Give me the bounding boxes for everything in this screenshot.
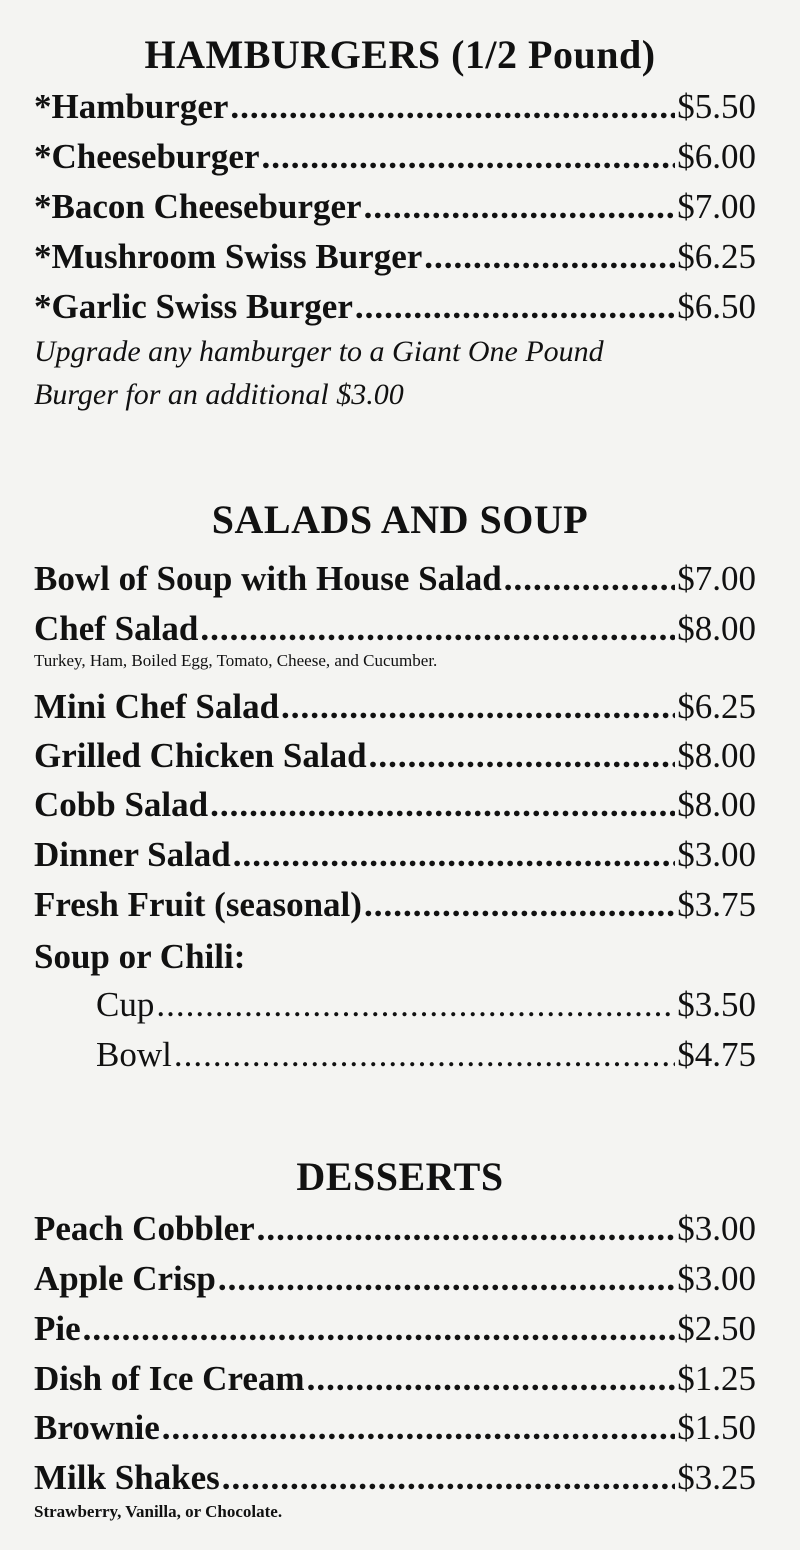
dot-leader (222, 1460, 676, 1495)
item-name: Grilled Chicken Salad (34, 736, 367, 775)
menu-item-hamburger (34, 89, 756, 124)
chef-salad-description: Turkey, Ham, Boiled Egg, Tomato, Cheese, and Cucumber. (34, 651, 438, 670)
soup-chili-label: Soup or Chili: (34, 937, 246, 976)
item-name: Fresh Fruit (seasonal) (34, 885, 362, 924)
menu-item-chef-salad (34, 611, 756, 646)
menu-item-pie (34, 1311, 756, 1346)
menu-item-grilled-chicken-salad (34, 738, 756, 773)
dot-leader (210, 787, 675, 822)
menu-item-cobb-salad (34, 787, 756, 822)
item-name: *Hamburger (34, 87, 229, 126)
item-price: $3.75 (677, 885, 756, 924)
item-name: Brownie (34, 1408, 160, 1447)
item-name: Pie (34, 1309, 81, 1348)
item-name: Mini Chef Salad (34, 687, 280, 726)
upgrade-note-line-1: Upgrade any hamburger to a Giant One Pound (34, 335, 604, 368)
item-name: Milk Shakes (34, 1458, 220, 1497)
item-price: $8.00 (677, 785, 756, 824)
item-name: Dinner Salad (34, 835, 231, 874)
item-price: $3.25 (677, 1458, 756, 1497)
item-price: $1.50 (677, 1408, 756, 1447)
dot-leader (369, 738, 676, 773)
dot-leader (262, 139, 676, 174)
item-name: Bowl of Soup with House Salad (34, 559, 502, 598)
item-price: $1.25 (677, 1359, 756, 1398)
dot-leader (281, 689, 675, 724)
item-name: Chef Salad (34, 609, 199, 648)
dot-leader (200, 611, 675, 646)
menu-item-cup (96, 987, 756, 1022)
dot-leader (257, 1211, 676, 1246)
menu-item-garlic-swiss-burger (34, 289, 756, 324)
item-price: $7.00 (677, 559, 756, 598)
dot-leader (218, 1261, 675, 1296)
item-price: $6.50 (677, 287, 756, 326)
menu-item-dinner-salad (34, 837, 756, 872)
upgrade-note-line-2: Burger for an additional $3.00 (34, 378, 404, 411)
menu-item-fresh-fruit (34, 887, 756, 922)
item-price: $6.25 (677, 237, 756, 276)
item-price: $6.25 (677, 687, 756, 726)
dot-leader (230, 89, 675, 124)
item-price: $3.50 (677, 985, 756, 1024)
dot-leader (83, 1311, 676, 1346)
item-name: *Mushroom Swiss Burger (34, 237, 423, 276)
item-name: *Garlic Swiss Burger (34, 287, 353, 326)
desserts-heading: DESSERTS (296, 1154, 504, 1199)
item-price: $8.00 (677, 736, 756, 775)
item-price: $7.00 (677, 187, 756, 226)
item-name: *Cheeseburger (34, 137, 260, 176)
item-name: Dish of Ice Cream (34, 1359, 305, 1398)
item-price: $6.00 (677, 137, 756, 176)
menu-item-bowl (96, 1037, 756, 1072)
hamburgers-heading: HAMBURGERS (1/2 Pound) (144, 32, 656, 77)
item-price: $4.75 (677, 1035, 756, 1074)
dot-leader (364, 189, 676, 224)
menu-item-peach-cobbler (34, 1211, 756, 1246)
item-price: $8.00 (677, 609, 756, 648)
menu-item-bacon-cheeseburger (34, 189, 756, 224)
item-name: *Bacon Cheeseburger (34, 187, 362, 226)
item-name: Apple Crisp (34, 1259, 216, 1298)
item-price: $3.00 (677, 1259, 756, 1298)
menu-item-mushroom-swiss-burger (34, 239, 756, 274)
dot-leader (174, 1037, 675, 1072)
menu-item-cheeseburger (34, 139, 756, 174)
item-price: $3.00 (677, 835, 756, 874)
item-name: Cobb Salad (34, 785, 209, 824)
dot-leader (233, 837, 675, 872)
dot-leader (156, 987, 675, 1022)
item-name: Peach Cobbler (34, 1209, 255, 1248)
menu-item-soup-house-salad (34, 561, 756, 596)
item-name: Cup (96, 985, 155, 1024)
milk-shakes-description: Strawberry, Vanilla, or Chocolate. (34, 1502, 283, 1521)
dot-leader (355, 289, 675, 324)
item-price: $3.00 (677, 1209, 756, 1248)
menu-item-apple-crisp (34, 1261, 756, 1296)
menu-item-ice-cream (34, 1361, 756, 1396)
dot-leader (504, 561, 675, 596)
dot-leader (162, 1410, 676, 1445)
item-name: Bowl (96, 1035, 172, 1074)
salads-heading: SALADS AND SOUP (211, 497, 589, 542)
menu-item-milk-shakes (34, 1460, 756, 1495)
dot-leader (424, 239, 675, 274)
menu-item-brownie (34, 1410, 756, 1445)
item-price: $5.50 (677, 87, 756, 126)
dot-leader (307, 1361, 676, 1396)
menu-item-mini-chef-salad (34, 689, 756, 724)
dot-leader (364, 887, 675, 922)
item-price: $2.50 (677, 1309, 756, 1348)
